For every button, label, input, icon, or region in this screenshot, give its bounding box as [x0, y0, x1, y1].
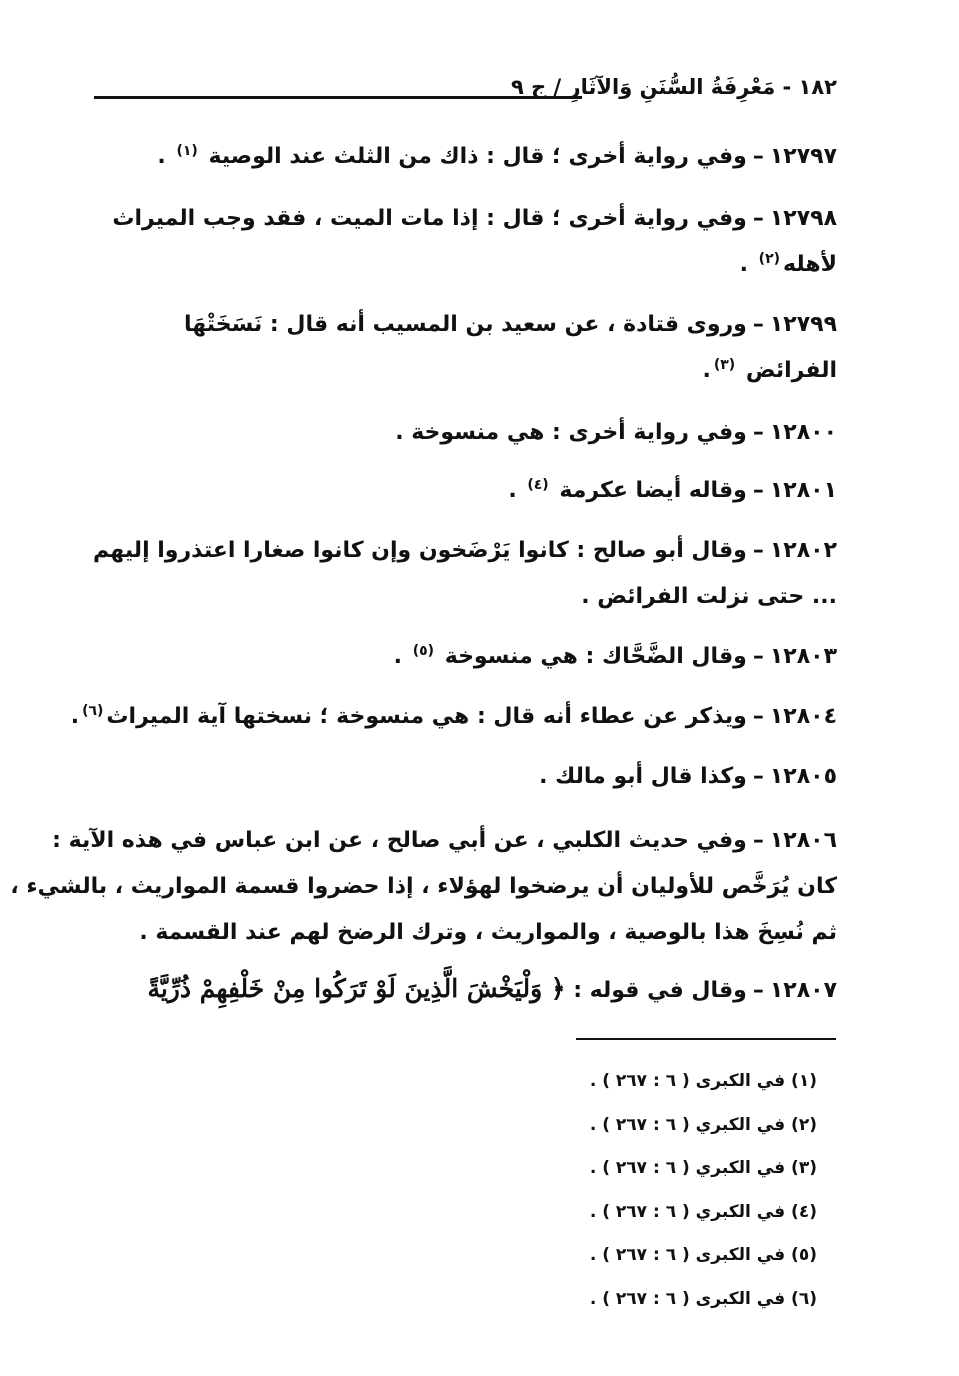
footnote-4: (٤) في الكبري ( ٦ : ٢٦٧ ) . [589, 1201, 817, 1222]
entry-number: ١٢٧٩٧ [769, 144, 837, 169]
footnote-ref: (٤) [527, 476, 549, 493]
entry-number: ١٢٨٠٧ [769, 978, 837, 1003]
entry-text: وقاله أيضا عكرمة [559, 478, 747, 503]
footnote-ref: (٢) [758, 250, 781, 267]
footnote-5: (٥) في الكبرى ( ٦ : ٢٦٧ ) . [589, 1245, 817, 1265]
entry-number: ١٢٨٠١ [769, 478, 837, 503]
entry-text-cont: الفرائض [745, 358, 837, 383]
footnote-ref: (٥) [412, 642, 435, 659]
footnote-1: (١) في الكبرى ( ٦ : ٢٦٧ ) . [589, 1071, 817, 1091]
footnote-ref: (١) [176, 142, 198, 159]
entry-text: وفي رواية أخرى ؛ قال : ذاك من الثلث عند الوصية [208, 144, 747, 169]
entry-number: ١٢٨٠٥ [769, 764, 837, 789]
quran-verse: ﴿ وَلْيَخْشَ الَّذِينَ لَوْ تَرَكُوا مِنْ خَلْفِهِمْ ذُرِّيَّةً [147, 974, 566, 1003]
entry-number: ١٢٧٩٩ [769, 312, 837, 337]
entry-tail: . [70, 704, 80, 729]
footnote-ref: (٣) [713, 356, 736, 373]
entry-number: ١٢٨٠٦ [769, 828, 837, 853]
footnote-ref: (٦) [82, 702, 104, 719]
entry-tail: . [739, 252, 748, 277]
entry-12799: ١٢٧٩٩–وروى قتادة ، عن سعيد بن المسيب أنه قال : نَسَخَتْهَا الفرائض $^{(٣)}$. [184, 312, 837, 383]
entry-number: ١٢٨٠٣ [769, 644, 837, 669]
entry-12797: ١٢٧٩٧–وفي رواية أخرى ؛ قال : ذاك من الثلث عند الوصية $^{(١)}$ . [157, 142, 837, 169]
entry-tail: . [702, 358, 711, 383]
entry-12801: ١٢٨٠١–وقاله أيضا عكرمة $^{(٤)}$ . [508, 476, 837, 503]
running-head: ١٨٢ - مَعْرِفَةُ السُّنَنِ وَالآثَارِ / ج ٩ [510, 75, 837, 99]
entry-12800: ١٢٨٠٠–وفي رواية أخرى : هي منسوخة . [395, 420, 837, 445]
entry-text: وفي رواية أخرى : هي منسوخة . [395, 420, 747, 445]
footnote-3: (٣) في الكبري ( ٦ : ٢٦٧ ) . [589, 1158, 817, 1178]
entry-text-cont: لأهله [783, 252, 837, 277]
entry-tail: . [157, 144, 166, 169]
entry-text: وروى قتادة ، عن سعيد بن المسيب أنه قال : نَسَخَتْهَا [184, 312, 747, 337]
entry-text: وقال في قوله : [573, 978, 747, 1003]
entry-12807: ١٢٨٠٧–وقال في قوله : ﴿ وَلْيَخْشَ الَّذِينَ لَوْ تَرَكُوا مِنْ خَلْفِهِمْ ذُرِّيَّةً [147, 974, 837, 1003]
entry-number: ١٢٨٠٠ [769, 420, 837, 445]
entry-text: وفي حديث الكلبي ، عن أبي صالح ، عن ابن عباس في هذه الآية : [52, 828, 747, 853]
entry-text: وكذا قال أبو مالك . [539, 764, 747, 789]
footnotes [517, 1060, 817, 1321]
entry-text-cont: كان يُرَخَّص للأوليان أن يرضخوا لهؤلاء ، إذا حضروا قسمة المواريث ، بالشيء ، [10, 874, 837, 899]
footnote-6: (٦) في الكبرى ( ٦ : ٢٦٧ ) . [589, 1288, 817, 1309]
entry-number: ١٢٨٠٢ [769, 538, 837, 563]
entry-tail: . [393, 644, 403, 669]
entry-12802: ١٢٨٠٢–وقال أبو صالح : كانوا يَرْضَخون وإن كانوا صغارا اعتذروا إليهم ... حتى نزلت الفرائض . [93, 538, 837, 609]
footnote-2: (٢) في الكبري ( ٦ : ٢٦٧ ) . [589, 1114, 817, 1135]
entry-tail: . [508, 478, 517, 503]
entry-text: ويذكر عن عطاء أنه قال : هي منسوخة ؛ نسختها آية الميراث [106, 704, 747, 729]
entry-12798: ١٢٧٩٨–وفي رواية أخرى ؛ قال : إذا مات الميت ، فقد وجب الميراث لأهله$^{(٢)}$ . [112, 206, 837, 277]
entry-12806: ١٢٨٠٦–وفي حديث الكلبي ، عن أبي صالح ، عن ابن عباس في هذه الآية : كان يُرَخَّص للأوليان أن يرضخوا لهؤلاء ، إذا حضروا قسمة المواريث ، بالشيء ، ثم نُسِخَ هذا بالوصية ، والمواريث ، وترك الرضخ لهم عند القسمة . [10, 828, 837, 945]
entry-text: وفي رواية أخرى ؛ قال : إذا مات الميت ، فقد وجب الميراث [112, 206, 747, 231]
entry-12804: ١٢٨٠٤–ويذكر عن عطاء أنه قال : هي منسوخة ؛ نسختها آية الميراث$^{(٦)}$. [70, 702, 837, 729]
entry-number: ١٢٧٩٨ [769, 206, 837, 231]
entry-12803: ١٢٨٠٣–وقال الضَّحَّاك : هي منسوخة $^{(٥)}$ . [393, 642, 837, 669]
entry-text-cont: ثم نُسِخَ هذا بالوصية ، والمواريث ، وترك الرضخ لهم عند القسمة . [139, 920, 837, 945]
footnote-rule [576, 1038, 836, 1040]
entry-number: ١٢٨٠٤ [769, 704, 837, 729]
entry-text-cont: ... حتى نزلت الفرائض . [581, 584, 837, 609]
entry-text: وقال الضَّحَّاك : هي منسوخة [444, 644, 747, 669]
entry-12805: ١٢٨٠٥–وكذا قال أبو مالك . [539, 764, 837, 789]
entry-text: وقال أبو صالح : كانوا يَرْضَخون وإن كانوا صغارا اعتذروا إليهم [93, 538, 747, 563]
